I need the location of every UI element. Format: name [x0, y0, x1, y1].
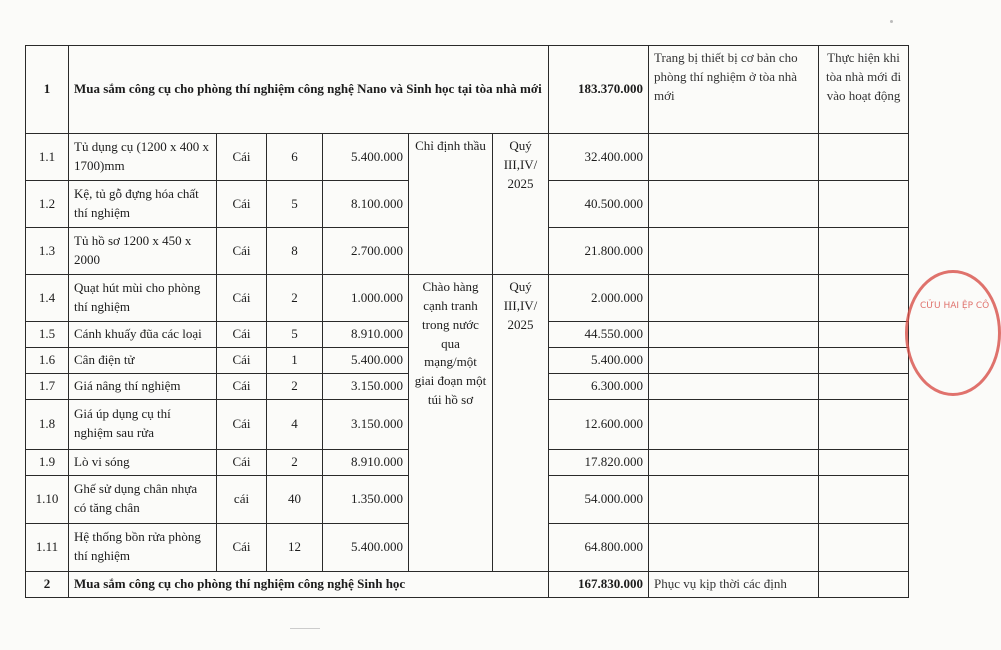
row-qty: 2 [267, 275, 323, 322]
row-amount: 5.400.000 [549, 347, 649, 373]
row-unit: Cái [217, 449, 267, 475]
row-stt: 1.6 [26, 347, 69, 373]
row-qty: 12 [267, 523, 323, 571]
row-stt: 1.8 [26, 399, 69, 449]
row-stt: 1.5 [26, 322, 69, 348]
row-price: 5.400.000 [323, 134, 409, 181]
row-amount: 64.800.000 [549, 523, 649, 571]
row-qty: 6 [267, 134, 323, 181]
row-qty: 4 [267, 399, 323, 449]
row-note: Thực hiện khi tòa nhà mới đi vào hoạt động [819, 46, 909, 134]
row-name: Mua sắm công cụ cho phòng thí nghiệm công nghệ Nano và Sinh học tại tòa nhà mới [69, 46, 549, 134]
row-purpose [649, 275, 819, 322]
row-amount: 54.000.000 [549, 475, 649, 523]
row-stt: 1.4 [26, 275, 69, 322]
row-stt: 1.7 [26, 373, 69, 399]
official-stamp [905, 270, 1001, 396]
row-purpose [649, 181, 819, 228]
table-row [26, 134, 909, 181]
row-price: 1.000.000 [323, 275, 409, 322]
row-note [819, 228, 909, 275]
procurement-method: Chào hàng cạnh tranh trong nước qua mạng/một giai đoạn một túi hồ sơ [409, 275, 493, 572]
stamp-text: CỬU HAI ỆP CÔ [920, 301, 990, 311]
row-purpose [649, 322, 819, 348]
row-name: Lò vi sóng [69, 449, 217, 475]
row-purpose: Phục vụ kịp thời các định [649, 571, 819, 597]
row-purpose [649, 523, 819, 571]
row-note [819, 475, 909, 523]
table-row [26, 275, 909, 322]
row-name: Tủ dụng cụ (1200 x 400 x 1700)mm [69, 134, 217, 181]
row-stt: 1.9 [26, 449, 69, 475]
row-note [819, 322, 909, 348]
row-price: 2.700.000 [323, 228, 409, 275]
row-unit: Cái [217, 373, 267, 399]
row-note [819, 181, 909, 228]
row-amount: 2.000.000 [549, 275, 649, 322]
row-unit: Cái [217, 134, 267, 181]
row-qty: 40 [267, 475, 323, 523]
row-unit: Cái [217, 228, 267, 275]
row-total: 167.830.000 [549, 571, 649, 597]
row-price: 3.150.000 [323, 373, 409, 399]
procurement-time: Quý III,IV/ 2025 [493, 134, 549, 275]
row-qty: 5 [267, 322, 323, 348]
row-unit: Cái [217, 181, 267, 228]
row-purpose [649, 449, 819, 475]
row-unit: Cái [217, 275, 267, 322]
row-price: 8.100.000 [323, 181, 409, 228]
row-amount: 40.500.000 [549, 181, 649, 228]
procurement-method: Chỉ định thầu [409, 134, 493, 275]
row-name: Ghế sử dụng chân nhựa có tăng chân [69, 475, 217, 523]
row-purpose [649, 399, 819, 449]
row-name: Giá úp dụng cụ thí nghiệm sau rửa [69, 399, 217, 449]
row-name: Hệ thống bồn rửa phòng thí nghiệm [69, 523, 217, 571]
row-purpose [649, 228, 819, 275]
row-note [819, 523, 909, 571]
row-stt: 1.1 [26, 134, 69, 181]
row-purpose [649, 134, 819, 181]
row-qty: 5 [267, 181, 323, 228]
row-unit: Cái [217, 523, 267, 571]
row-name: Cân điện tử [69, 347, 217, 373]
row-note [819, 134, 909, 181]
row-name: Tủ hồ sơ 1200 x 450 x 2000 [69, 228, 217, 275]
procurement-time: Quý III,IV/ 2025 [493, 275, 549, 572]
row-note [819, 347, 909, 373]
row-price: 3.150.000 [323, 399, 409, 449]
row-note [819, 449, 909, 475]
row-purpose [649, 475, 819, 523]
row-unit: Cái [217, 322, 267, 348]
row-name: Mua sắm công cụ cho phòng thí nghiệm công nghệ Sinh học [69, 571, 549, 597]
row-amount: 32.400.000 [549, 134, 649, 181]
row-amount: 12.600.000 [549, 399, 649, 449]
table-row [26, 46, 909, 134]
row-qty: 1 [267, 347, 323, 373]
row-qty: 2 [267, 373, 323, 399]
row-amount: 17.820.000 [549, 449, 649, 475]
row-stt: 1.10 [26, 475, 69, 523]
row-qty: 8 [267, 228, 323, 275]
row-note [819, 275, 909, 322]
scan-mark [890, 20, 893, 23]
row-qty: 2 [267, 449, 323, 475]
row-unit: Cái [217, 399, 267, 449]
table-row [26, 571, 909, 597]
row-name: Quạt hút mùi cho phòng thí nghiệm [69, 275, 217, 322]
row-unit: Cái [217, 347, 267, 373]
row-stt: 1 [26, 46, 69, 134]
row-amount: 21.800.000 [549, 228, 649, 275]
row-amount: 44.550.000 [549, 322, 649, 348]
scan-mark [290, 628, 320, 629]
procurement-table [25, 45, 909, 598]
row-note [819, 399, 909, 449]
row-price: 1.350.000 [323, 475, 409, 523]
row-stt: 1.11 [26, 523, 69, 571]
row-name: Kệ, tủ gỗ đựng hóa chất thí nghiệm [69, 181, 217, 228]
row-purpose [649, 347, 819, 373]
row-amount: 6.300.000 [549, 373, 649, 399]
row-purpose: Trang bị thiết bị cơ bản cho phòng thí nghiệm ở tòa nhà mới [649, 46, 819, 134]
row-unit: cái [217, 475, 267, 523]
row-stt: 1.3 [26, 228, 69, 275]
row-price: 5.400.000 [323, 347, 409, 373]
row-price: 5.400.000 [323, 523, 409, 571]
row-name: Cánh khuấy đũa các loại [69, 322, 217, 348]
row-stt: 1.2 [26, 181, 69, 228]
row-note [819, 373, 909, 399]
row-note [819, 571, 909, 597]
row-purpose [649, 373, 819, 399]
row-name: Giá nâng thí nghiệm [69, 373, 217, 399]
row-price: 8.910.000 [323, 449, 409, 475]
row-total: 183.370.000 [549, 46, 649, 134]
row-stt: 2 [26, 571, 69, 597]
row-price: 8.910.000 [323, 322, 409, 348]
